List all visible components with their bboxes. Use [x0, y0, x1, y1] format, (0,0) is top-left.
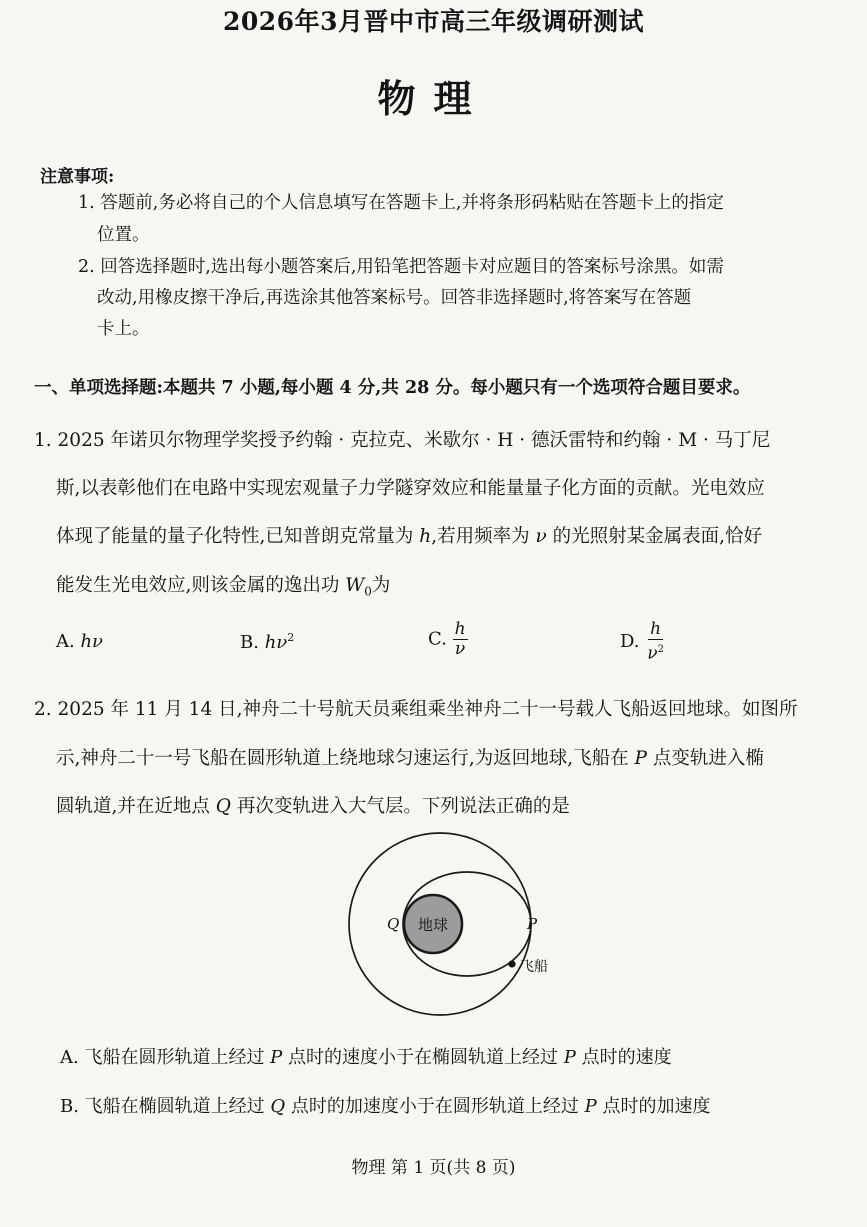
q1-option-d-den — [645, 640, 666, 664]
q2-option-b-part2: 点时的加速度小于在圆形轨道上经过 — [285, 1096, 585, 1117]
note-1-line-2: 位置。 — [97, 225, 150, 245]
q1-option-c-den: ν — [454, 639, 466, 659]
var-h: h — [419, 526, 432, 547]
q1-option-b-label: B. — [240, 632, 259, 653]
var-nu: ν — [535, 526, 547, 547]
q1-option-a — [56, 631, 103, 652]
q1-line-2: 斯,以表彰他们在电路中实现宏观量子力学隧穿效应和能量量子化方面的贡献。光电效应 — [56, 478, 765, 499]
earth-label: 地球 — [417, 916, 449, 934]
q1-option-a-expr: hν — [80, 631, 104, 652]
q2-option-a-part2: 点时的速度小于在椭圆轨道上经过 — [282, 1047, 564, 1068]
spacecraft-dot — [508, 960, 515, 967]
spacecraft-label: 飞船 — [520, 959, 548, 975]
q1-option-d-fraction — [645, 620, 666, 664]
q1-option-b-expr: hν — [264, 632, 288, 653]
q2-line-2b: 点变轨进入椭 — [646, 748, 764, 769]
q-point-label: Q — [387, 915, 400, 933]
var-P: P — [634, 748, 647, 769]
q2-line-2a: 示,神舟二十一号飞船在圆形轨道上绕地球匀速运行,为返回地球,飞船在 — [56, 748, 635, 769]
note-2-line-3: 卡上。 — [97, 319, 150, 339]
q1-line-4 — [56, 571, 390, 599]
q1-option-d-den-var: ν — [647, 643, 658, 664]
q2-line-3 — [56, 792, 570, 818]
q1-option-c-label: C. — [428, 628, 447, 650]
orbit-diagram — [330, 828, 570, 1028]
var-Q: Q — [215, 796, 231, 817]
q2-option-b-p: P — [584, 1096, 597, 1117]
q1-line-4a: 能发生光电效应,则该金属的逸出功 — [56, 575, 346, 596]
q2-option-b — [60, 1092, 710, 1118]
q2-option-b-part1: B. 飞船在椭圆轨道上经过 — [60, 1096, 271, 1117]
q2-line-2 — [56, 744, 764, 770]
q1-option-c-fraction — [453, 620, 468, 659]
q1-option-c-num: h — [454, 619, 466, 639]
q2-option-a-p1: P — [270, 1047, 283, 1068]
q2-option-a-p2: P — [563, 1047, 576, 1068]
q2-option-a-part3: 点时的速度 — [575, 1047, 672, 1068]
p-point-label: P — [527, 915, 538, 933]
section-1-heading: 一、单项选择题:本题共 7 小题,每小题 4 分,共 28 分。每小题只有一个选项符合题目要求。 — [34, 378, 751, 398]
var-W: W — [345, 575, 365, 596]
page-footer: 物理 第 1 页(共 8 页) — [351, 1158, 516, 1178]
q2-option-b-q: Q — [270, 1096, 286, 1117]
q1-line-3 — [56, 522, 762, 548]
note-1-line-1: 1. 答题前,务必将自己的个人信息填写在答题卡上,并将条形码粘贴在答题卡上的指定 — [78, 193, 724, 213]
q1-option-a-label: A. — [56, 631, 75, 652]
q2-option-a-part1: A. 飞船在圆形轨道上经过 — [60, 1047, 271, 1068]
note-2-line-1: 2. 回答选择题时,选出每小题答案后,用铅笔把答题卡对应题目的答案标号涂黑。如需 — [78, 257, 724, 277]
q1-option-d-label: D. — [620, 630, 640, 652]
q1-option-c — [428, 620, 468, 659]
q1-option-d — [620, 620, 666, 664]
q1-option-d-num: h — [650, 619, 662, 639]
q2-option-a — [60, 1043, 672, 1069]
q2-option-b-part3: 点时的加速度 — [596, 1096, 711, 1117]
exam-title: 2026年3月晋中市高三年级调研测试 — [223, 7, 644, 36]
q1-option-b — [240, 631, 294, 653]
q1-line-3a: 体现了能量的量子化特性,已知普朗克常量为 — [56, 526, 420, 547]
q1-line-3b: ,若用频率为 — [431, 526, 536, 547]
q1-line-3c: 的光照射某金属表面,恰好 — [546, 526, 762, 547]
q1-option-b-sup: 2 — [287, 631, 295, 644]
q2-line-3b: 再次变轨进入大气层。下列说法正确的是 — [230, 796, 570, 817]
q1-option-d-sup: 2 — [657, 644, 664, 655]
notes-heading: 注意事项: — [40, 167, 115, 187]
note-2-line-2: 改动,用橡皮擦干净后,再选涂其他答案标号。回答非选择题时,将答案写在答题 — [97, 288, 692, 308]
q2-line-3a: 圆轨道,并在近地点 — [56, 796, 216, 817]
subject-title: 物理 — [377, 76, 490, 121]
q2-line-1: 2. 2025 年 11 月 14 日,神舟二十号航天员乘组乘坐神舟二十一号载人飞船返回地球。如图所 — [34, 699, 798, 720]
sub-0: 0 — [364, 584, 372, 599]
q1-line-1: 1. 2025 年诺贝尔物理学奖授予约翰 · 克拉克、米歇尔 · H · 德沃雷特和约翰 · M · 马丁尼 — [34, 430, 771, 451]
q1-line-4b: 为 — [371, 575, 391, 596]
